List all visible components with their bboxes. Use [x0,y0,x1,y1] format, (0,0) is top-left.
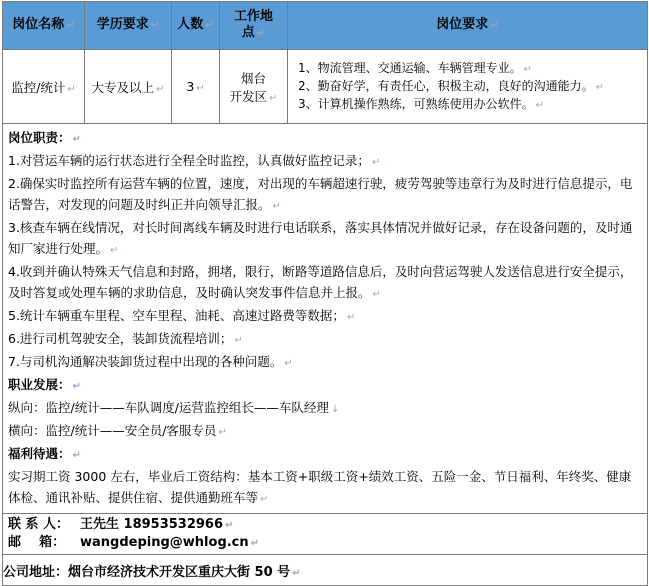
career-horizontal-text: 横向：监控/统计——安全员/客服专员 [8,423,217,438]
requirement-item: 3、计算机操作熟练，可熟练使用办公软件。 ↵ [298,96,545,111]
job-location-cell: 烟台 开发区 ↵ [220,50,288,124]
benefits-title: 福利待遇： ↵ [8,446,81,461]
contact-person-label: 联 系 人： [8,517,70,532]
duty-text: 5.统计车辆重车里程、空车里程、油耗、高速过路费等数据； [8,308,345,323]
header-row [3,2,648,50]
job-requirements-cell [288,50,648,124]
details-block [3,124,647,513]
duty-item: 2.确保实时监控所有运营车辆的位置，速度，对出现的车辆超速行驶，疲劳驾驶等违章行为及时进行信息提示，电话警告，对发现的问题及时纠正并向领导汇报。 ↵ [8,176,633,212]
header-headcount: 人数 ↵ [172,2,220,50]
career-vertical: 纵向：监控/统计——车队调度/运营监控组长——车队经理 ↓ [8,400,340,415]
address-cell: 公司地址：烟台市经济技术开发区重庆大街 50 号 ↵ [3,555,648,586]
duty-text: 3.核查车辆在线情况，对长时间离线车辆及时进行电话联系，落实具体情况并做好记录，存在设备问题的，及时通知厂家进行处理。 [8,220,633,256]
contact-email-value[interactable]: wangdeping@whlog.cn [80,535,249,550]
header-headcount-text: 人数 [177,17,204,32]
header-requirements: 岗位要求 ↵ [288,2,648,50]
header-job-name: 岗位名称 ↵ [3,2,85,50]
header-education-text: 学历要求 [96,17,149,32]
header-job-name-text: 岗位名称 [12,17,65,32]
job-headcount-cell: 3 ↵ [172,50,220,124]
address-row [3,555,648,586]
job-education-cell: 大专及以上 ↵ [85,50,172,124]
job-posting-table [2,1,648,586]
job-headcount: 3 [186,79,195,94]
requirement-text: 1、物流管理、交通运输、车辆管理专业。 [298,60,522,75]
career-vertical-text: 纵向：监控/统计——车队调度/运营监控组长——车队经理 [8,400,329,415]
requirement-text: 3、计算机操作熟练，可熟练使用办公软件。 [298,96,534,111]
contact-person-value: 王先生 18953532966 [80,517,224,532]
requirement-item: 2、勤奋好学，有责任心，积极主动，良好的沟通能力。 ↵ [298,78,605,93]
benefits-text: 实习期工资 3000 左右，毕业后工资结构：基本工资+职级工资+绩效工资、五险一金、节日福利、年终奖、健康体检、通讯补贴、提供住宿、提供通勤班车等 ↵ [8,469,632,505]
benefits-title-text: 福利待遇： [8,446,71,461]
details-cell [3,124,648,514]
duty-item: 3.核查车辆在线情况，对长时间离线车辆及时进行电话联系，落实具体情况并做好记录，存在设备问题的，及时通知厂家进行处理。 ↵ [8,220,633,256]
job-location-line2: 开发区 [229,88,268,104]
duty-item: 6.进行司机驾驶安全，装卸货流程培训； ↵ [8,331,243,346]
contact-row [3,514,648,555]
contact-email-label: 邮 箱： [8,535,66,550]
requirement-text: 2、勤奋好学，有责任心，积极主动，良好的沟通能力。 [298,78,594,93]
contact-cell [3,514,648,555]
header-location-line1: 工作地 [233,9,273,24]
header-location: 工作地 点 ↵ [220,2,288,50]
job-location-line1: 烟台 [240,70,266,86]
duty-text: 2.确保实时监控所有运营车辆的位置，速度，对出现的车辆超速行驶，疲劳驾驶等违章行为及时进行信息提示，电话警告，对发现的问题及时纠正并向领导汇报。 [8,176,633,212]
details-row [3,124,648,514]
job-name: 监控/统计 [11,79,66,95]
header-location-line2: 点 [241,25,255,40]
contact-email: 邮 箱： wangdeping@whlog.cn ↵ [8,535,260,550]
benefits-body: 实习期工资 3000 左右，毕业后工资结构：基本工资+职级工资+绩效工资、五险一金、节日福利、年终奖、健康体检、通讯补贴、提供住宿、提供通勤班车等 [8,469,632,505]
contact-block [3,514,647,554]
duty-item: 1.对营运车辆的运行状态进行全程全时监控，认真做好监控记录； ↵ [8,153,381,168]
duty-item: 7.与司机沟通解决装卸货过程中出现的各种问题。 ↵ [8,354,293,369]
duty-text: 7.与司机沟通解决装卸货过程中出现的各种问题。 [8,354,283,369]
job-name-cell: 监控/统计 ↵ [3,50,85,124]
duty-text: 6.进行司机驾驶安全，装卸货流程培训； [8,331,233,346]
requirement-item: 1、物流管理、交通运输、车辆管理专业。 ↵ [298,60,533,75]
header-requirements-text: 岗位要求 [436,17,489,32]
duty-item: 5.统计车辆重车里程、空车里程、油耗、高速过路费等数据； ↵ [8,308,356,323]
job-education: 大专及以上 [91,79,155,95]
duty-item: 4.收到并确认特殊天气信息和封路，拥堵，限行，断路等道路信息后，及时向营运驾驶人发送信息进行安全提示，及时答复或处理车辆的求助信息，及时确认突发事件信息并上报。 ↵ [8,264,633,300]
contact-person: 联 系 人： 王先生 18953532966 ↵ [8,517,234,532]
duty-text: 4.收到并确认特殊天气信息和封路，拥堵，限行，断路等道路信息后，及时向营运驾驶人发送信息进行安全提示，及时答复或处理车辆的求助信息，及时确认突发事件信息并上报。 [8,264,633,300]
duty-text: 1.对营运车辆的运行状态进行全程全时监控，认真做好监控记录； [8,153,370,168]
duties-title-text: 岗位职责： [8,130,71,145]
header-education: 学历要求 ↵ [85,2,172,50]
company-address: 公司地址：烟台市经济技术开发区重庆大街 50 号 [3,564,291,580]
job-row [3,50,648,124]
career-title-text: 职业发展： [8,377,71,392]
duties-title: 岗位职责： ↵ [8,130,81,145]
career-title: 职业发展： ↵ [8,377,81,392]
career-horizontal: 横向：监控/统计——安全员/客服专员 ↵ [8,423,227,438]
